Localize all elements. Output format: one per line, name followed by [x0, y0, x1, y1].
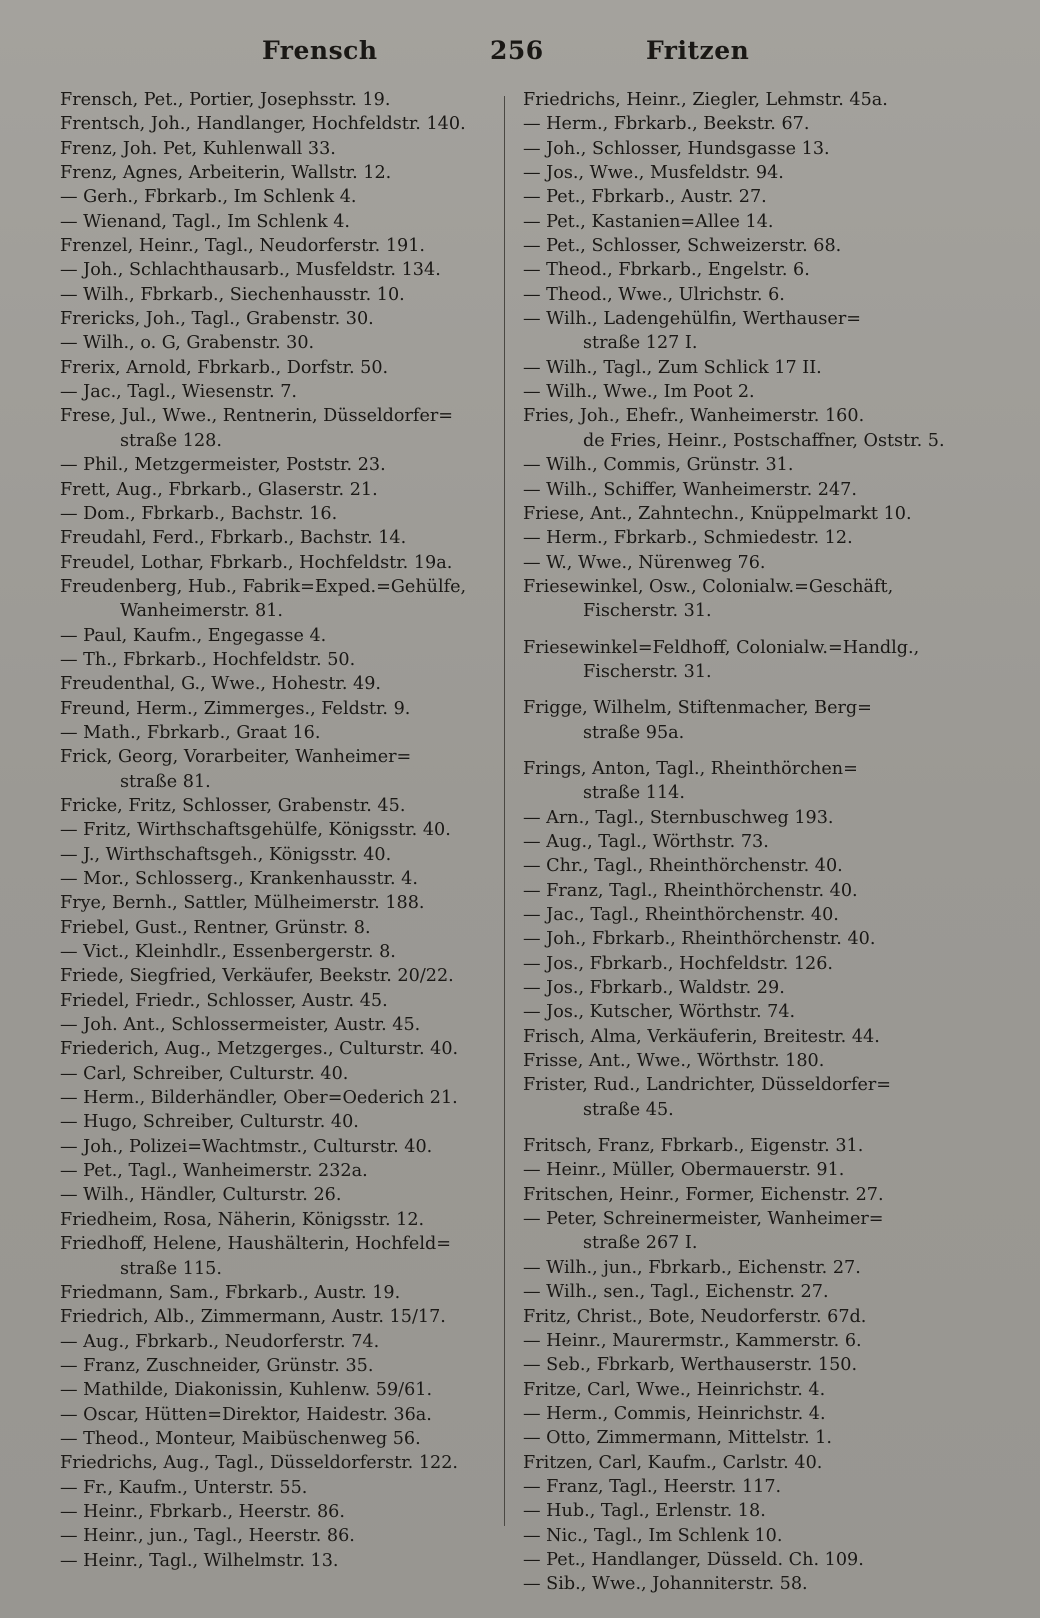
directory-entry: — Aug., Tagl., Wörthstr. 73.: [523, 831, 769, 852]
directory-entry: — Heinr., Maurermstr., Kammerstr. 6.: [523, 1330, 862, 1351]
directory-entry: — Wilh., Commis, Grünstr. 31.: [523, 455, 794, 476]
entry-continuation: straße 127 I.: [583, 333, 698, 354]
directory-entry: Frericks, Joh., Tagl., Grabenstr. 30.: [60, 309, 374, 330]
directory-entry: Friedrichs, Aug., Tagl., Düsseldorferstr. 122.: [60, 1453, 459, 1474]
entry-gap: [523, 1122, 963, 1134]
directory-entry: — Aug., Fbrkarb., Neudorferstr. 74.: [60, 1331, 380, 1352]
directory-entry: — Th., Fbrkarb., Hochfeldstr. 50.: [60, 649, 356, 670]
directory-entry: Friesewinkel, Osw., Colonialw.=Geschäft,: [523, 576, 894, 597]
directory-entry: — Wilh., Händler, Culturstr. 26.: [60, 1185, 342, 1206]
directory-entry: — Carl, Schreiber, Culturstr. 40.: [60, 1063, 349, 1084]
directory-entry: Frensch, Pet., Portier, Josephsstr. 19.: [60, 90, 391, 110]
directory-entry: Frenzel, Heinr., Tagl., Neudorferstr. 191.: [60, 236, 426, 257]
directory-entry: — Joh., Polizei=Wachtmstr., Culturstr. 40.: [60, 1136, 433, 1157]
directory-entry: — Sib., Wwe., Johanniterstr. 58.: [523, 1574, 808, 1595]
directory-entry: — Pet., Kastanien=Allee 14.: [523, 211, 774, 232]
directory-entry: — Phil., Metzgermeister, Poststr. 23.: [60, 455, 386, 476]
entry-continuation: Wanheimerstr. 81.: [120, 601, 283, 622]
directory-entry: — Herm., Fbrkarb., Schmiedestr. 12.: [523, 528, 853, 549]
page-number: 256: [490, 36, 544, 65]
directory-entry: — Gerh., Fbrkarb., Im Schlenk 4.: [60, 187, 357, 208]
page-header: [0, 36, 1040, 76]
directory-entry: Frentsch, Joh., Handlanger, Hochfeldstr. 140.: [60, 114, 466, 135]
directory-entry: Frenz, Joh. Pet, Kuhlenwall 33.: [60, 138, 336, 159]
directory-entry: — Heinr., Fbrkarb., Heerstr. 86.: [60, 1501, 345, 1522]
entry-gap: [523, 624, 963, 636]
directory-entry: Frings, Anton, Tagl., Rheinthörchen=: [523, 758, 858, 779]
directory-entry: — Fr., Kaufm., Unterstr. 55.: [60, 1477, 308, 1498]
directory-entry: Fritzen, Carl, Kaufm., Carlstr. 40.: [523, 1452, 823, 1473]
directory-entry: Friedhoff, Helene, Haushälterin, Hochfeld=: [60, 1234, 451, 1255]
directory-entry: — Joh., Schlachthausarb., Musfeldstr. 134.: [60, 260, 441, 281]
entry-gap: [523, 745, 963, 757]
directory-entry: — Math., Fbrkarb., Graat 16.: [60, 722, 321, 743]
directory-entry: Friedrich, Alb., Zimmermann, Austr. 15/17.: [60, 1307, 446, 1328]
directory-entry: — Wilh., Fbrkarb., Siechenhausstr. 10.: [60, 284, 405, 305]
directory-entry: — Wilh., Tagl., Zum Schlick 17 II.: [523, 357, 822, 378]
directory-entry: Freund, Herm., Zimmerges., Feldstr. 9.: [60, 698, 411, 719]
directory-entry: — Herm., Bilderhändler, Ober=Oederich 21.: [60, 1088, 458, 1109]
directory-entry: — Herm., Fbrkarb., Beekstr. 67.: [523, 114, 810, 135]
entry-continuation: straße 81.: [120, 771, 211, 792]
directory-entry: Fritz, Christ., Bote, Neudorferstr. 67d.: [523, 1306, 867, 1327]
directory-entry: — Wilh., o. G, Grabenstr. 30.: [60, 333, 315, 354]
directory-entry: — Franz, Zuschneider, Grünstr. 35.: [60, 1355, 374, 1376]
directory-entry: — Seb., Fbrkarb, Werthauserstr. 150.: [523, 1355, 858, 1376]
directory-entry: — Fritz, Wirthschaftsgehülfe, Königsstr. 40.: [60, 820, 451, 841]
directory-entry: Freudenberg, Hub., Fabrik=Exped.=Gehülfe,: [60, 576, 467, 597]
entry-continuation: straße 128.: [120, 430, 222, 451]
directory-entry: — Heinr., Müller, Obermauerstr. 91.: [523, 1160, 845, 1181]
directory-entry: Friesewinkel=Feldhoff, Colonialw.=Handlg.,: [523, 637, 920, 658]
directory-entry: Frisse, Ant., Wwe., Wörthstr. 180.: [523, 1051, 825, 1072]
entry-continuation: straße 114.: [583, 783, 685, 804]
directory-entry: — Pet., Handlanger, Düsseld. Ch. 109.: [523, 1549, 864, 1570]
directory-entry: — Franz, Tagl., Heerstr. 117.: [523, 1476, 782, 1497]
directory-entry: Fritze, Carl, Wwe., Heinrichstr. 4.: [523, 1379, 826, 1400]
directory-entry: Frenz, Agnes, Arbeiterin, Wallstr. 12.: [60, 163, 392, 184]
directory-entry: Fries, Joh., Ehefr., Wanheimerstr. 160.: [523, 406, 865, 427]
directory-entry: — Pet., Tagl., Wanheimerstr. 232a.: [60, 1161, 368, 1182]
entry-gap: [523, 684, 963, 696]
right-header-keyword: Fritzen: [646, 36, 750, 65]
directory-entry: — Wilh., Wwe., Im Poot 2.: [523, 382, 755, 403]
directory-entry: — Herm., Commis, Heinrichstr. 4.: [523, 1403, 826, 1424]
directory-entry: Freudel, Lothar, Fbrkarb., Hochfeldstr. 19a.: [60, 552, 453, 573]
directory-entry: Fritsch, Franz, Fbrkarb., Eigenstr. 31.: [523, 1136, 864, 1157]
directory-entry: — Jos., Wwe., Musfeldstr. 94.: [523, 163, 784, 184]
directory-entry: — Hugo, Schreiber, Culturstr. 40.: [60, 1112, 359, 1133]
directory-entry: Frick, Georg, Vorarbeiter, Wanheimer=: [60, 747, 412, 768]
directory-entry: Fricke, Fritz, Schlosser, Grabenstr. 45.: [60, 795, 406, 816]
directory-entry: — Jos., Fbrkarb., Hochfeldstr. 126.: [523, 953, 833, 974]
directory-entry: Frigge, Wilhelm, Stiftenmacher, Berg=: [523, 698, 872, 719]
directory-entry: — Nic., Tagl., Im Schlenk 10.: [523, 1525, 783, 1546]
directory-entry: Friese, Ant., Zahntechn., Knüppelmarkt 10.: [523, 503, 912, 524]
directory-entry: — Jac., Tagl., Wiesenstr. 7.: [60, 382, 298, 403]
directory-entry: — Joh., Fbrkarb., Rheinthörchenstr. 40.: [523, 929, 876, 950]
directory-entry: — Theod., Wwe., Ulrichstr. 6.: [523, 284, 785, 305]
entry-continuation: straße 267 I.: [583, 1233, 698, 1254]
entry-continuation: straße 45.: [583, 1099, 674, 1120]
directory-entry: Friedmann, Sam., Fbrkarb., Austr. 19.: [60, 1282, 401, 1303]
directory-entry: — Oscar, Hütten=Direktor, Haidestr. 36a.: [60, 1404, 432, 1425]
column-divider: [504, 96, 505, 1526]
directory-entry: Frister, Rud., Landrichter, Düsseldorfer=: [523, 1075, 892, 1096]
entry-continuation: Fischerstr. 31.: [583, 601, 712, 622]
directory-entry: — Theod., Fbrkarb., Engelstr. 6.: [523, 260, 810, 281]
directory-entry: — Peter, Schreinermeister, Wanheimer=: [523, 1209, 884, 1230]
directory-entry: — Mor., Schlosserg., Krankenhausstr. 4.: [60, 869, 418, 889]
directory-entry: — Franz, Tagl., Rheinthörchenstr. 40.: [523, 880, 858, 901]
directory-entry: Frerix, Arnold, Fbrkarb., Dorfstr. 50.: [60, 357, 389, 378]
directory-entry: — Wilh., jun., Fbrkarb., Eichenstr. 27.: [523, 1257, 861, 1278]
directory-entry: — Heinr., jun., Tagl., Heerstr. 86.: [60, 1526, 355, 1547]
directory-entry: — Theod., Monteur, Maibüschenweg 56.: [60, 1428, 421, 1449]
entry-continuation: straße 95a.: [583, 722, 685, 743]
directory-entry: — Wienand, Tagl., Im Schlenk 4.: [60, 211, 350, 232]
directory-entry: — W., Wwe., Nürenweg 76.: [523, 552, 766, 573]
directory-entry: — J., Wirthschaftsgeh., Königsstr. 40.: [60, 844, 392, 865]
directory-entry: Friedel, Friedr., Schlosser, Austr. 45.: [60, 990, 388, 1011]
directory-entry: Friebel, Gust., Rentner, Grünstr. 8.: [60, 917, 371, 938]
directory-entry: — Mathilde, Diakonissin, Kuhlenw. 59/61.: [60, 1380, 433, 1401]
directory-entry: — Jos., Fbrkarb., Waldstr. 29.: [523, 978, 785, 999]
directory-entry: Friedrichs, Heinr., Ziegler, Lehmstr. 45a.: [523, 90, 888, 110]
directory-entry: Frisch, Alma, Verkäuferin, Breitestr. 44.: [523, 1026, 880, 1047]
directory-entry: — Arn., Tagl., Sternbuschweg 193.: [523, 807, 834, 828]
directory-entry: — Wilh., Ladengehülfin, Werthauser=: [523, 309, 862, 330]
entry-continuation: Fischerstr. 31.: [583, 661, 712, 682]
directory-entry: — Heinr., Tagl., Wilhelmstr. 13.: [60, 1550, 339, 1571]
directory-entry: — Jac., Tagl., Rheinthörchenstr. 40.: [523, 905, 839, 925]
directory-entry: — Paul, Kaufm., Engegasse 4.: [60, 625, 327, 646]
directory-entry: Friede, Siegfried, Verkäufer, Beekstr. 20/22.: [60, 966, 454, 987]
directory-entry: — Dom., Fbrkarb., Bachstr. 16.: [60, 503, 338, 524]
entry-continuation: de Fries, Heinr., Postschaffner, Oststr. 5.: [583, 430, 945, 451]
directory-entry: — Pet., Fbrkarb., Austr. 27.: [523, 187, 767, 208]
directory-entry: Frye, Bernh., Sattler, Mülheimerstr. 188.: [60, 893, 425, 914]
directory-entry: — Joh. Ant., Schlossermeister, Austr. 45.: [60, 1015, 421, 1036]
directory-entry: — Hub., Tagl., Erlenstr. 18.: [523, 1501, 766, 1522]
left-column: [60, 88, 500, 1573]
directory-entry: — Pet., Schlosser, Schweizerstr. 68.: [523, 236, 842, 257]
directory-entry: Friedheim, Rosa, Näherin, Königsstr. 12.: [60, 1209, 425, 1230]
directory-entry: Freudenthal, G., Wwe., Hohestr. 49.: [60, 674, 382, 695]
directory-entry: — Vict., Kleinhdlr., Essenbergerstr. 8.: [60, 942, 396, 963]
directory-entry: — Wilh., sen., Tagl., Eichenstr. 27.: [523, 1282, 829, 1303]
directory-entry: Freudahl, Ferd., Fbrkarb., Bachstr. 14.: [60, 528, 407, 549]
right-column: [523, 88, 963, 1597]
directory-entry: — Otto, Zimmermann, Mittelstr. 1.: [523, 1428, 832, 1449]
directory-entry: Fritschen, Heinr., Former, Eichenstr. 27.: [523, 1184, 884, 1205]
directory-entry: Frett, Aug., Fbrkarb., Glaserstr. 21.: [60, 479, 378, 500]
directory-entry: — Joh., Schlosser, Hundsgasse 13.: [523, 138, 830, 159]
left-header-keyword: Frensch: [262, 36, 378, 65]
directory-entry: — Wilh., Schiffer, Wanheimerstr. 247.: [523, 479, 857, 500]
entry-continuation: straße 115.: [120, 1258, 222, 1279]
directory-entry: Frese, Jul., Wwe., Rentnerin, Düsseldorfer=: [60, 406, 454, 427]
directory-entry: — Chr., Tagl., Rheinthörchenstr. 40.: [523, 856, 843, 877]
directory-entry: Friederich, Aug., Metzgerges., Culturstr. 40.: [60, 1039, 459, 1060]
directory-entry: — Jos., Kutscher, Wörthstr. 74.: [523, 1002, 796, 1023]
